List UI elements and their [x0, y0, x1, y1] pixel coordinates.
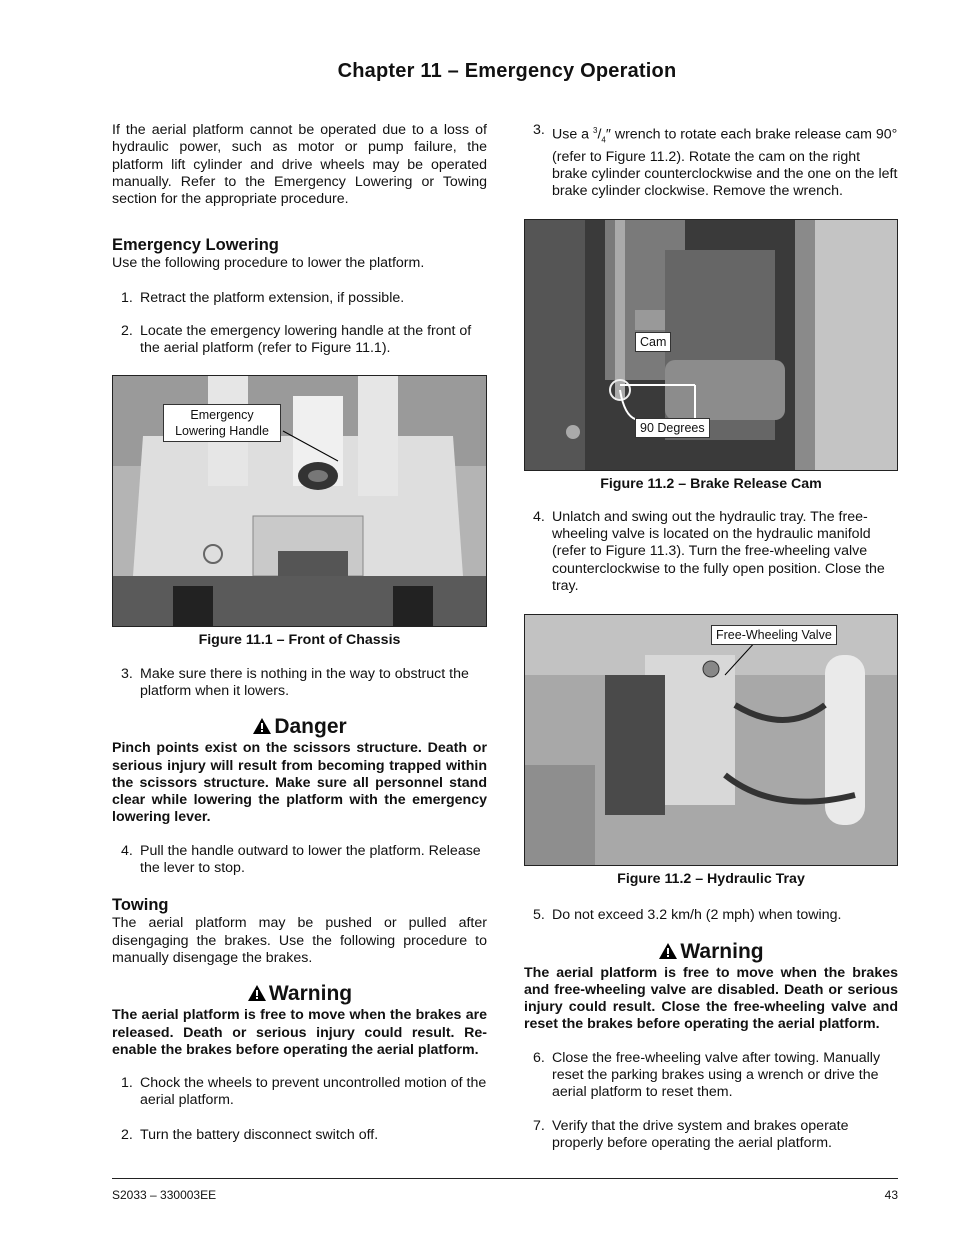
free-wheeling-valve-callout: Free-Wheeling Valve [711, 625, 837, 645]
figure-hydraulic-tray-caption: Figure 11.2 – Hydraulic Tray [617, 871, 805, 888]
footer-rule [112, 1178, 898, 1179]
towing-step: 7. Verify that the drive system and brakes operate properly before operating the aerial platform. [533, 1117, 849, 1151]
footer-page-number: 43 [884, 1188, 898, 1202]
emergency-lowering-heading: Emergency Lowering [112, 236, 279, 255]
ninety-degrees-callout: 90 Degrees [635, 418, 710, 438]
intro-paragraph: If the aerial platform cannot be operated due to a loss of hydraulic power, such as motor or pump failure, the platform lift cylinder and drive wheels may be operated manually. Refer to the Emergency Lowering or Towing section for the appropriate procedure. [112, 122, 487, 208]
lowering-step: 3. Make sure there is nothing in the way to obstruct the platform when it lowers. [121, 665, 469, 699]
lowering-step: 4. Pull the handle outward to lower the platform. Release the lever to stop. [121, 842, 481, 877]
warning-body: The aerial platform is free to move when the brakes are released. Death or serious injury could result. Re-enable the brakes before operating the aerial platform. [112, 1007, 487, 1058]
lowering-step: 1. Retract the platform extension, if possible. [121, 289, 405, 306]
warning-icon [658, 942, 678, 960]
warning-heading: Warning [112, 981, 487, 1007]
warning-body: The aerial platform is free to move when the brakes and free-wheeling valve are disabled. Death or serious injury could result. Close the free-wheeling valve and reset the brakes before operating the aerial platform. [524, 964, 898, 1033]
footer-doc-id: S2033 – 330003EE [112, 1188, 217, 1202]
lowering-step: 2. Locate the emergency lowering handle at the front of the aerial platform (refer to Figure 11.1). [121, 323, 472, 357]
warning-heading: Warning [524, 939, 898, 965]
right-column [524, 122, 898, 1152]
figure-11-1-caption: Figure 11.1 – Front of Chassis [198, 631, 401, 648]
towing-step: 3. Use a $^3/_4''$ wrench to rotate each brake release cam 90° (refer to Figure 11.2). Rotate the cam on the right brake cylinder counterclockwise and the one on the left brake cylinder clockwise. Remove the wrench. [533, 122, 898, 200]
towing-step: 4. Unlatch and swing out the hydraulic tray. The free-wheeling valve is located on the hydraulic manifold (refer to Figure 11.3). Turn the free-wheeling valve counterclockwise to the fully open position. Close the tray. [533, 508, 885, 594]
figure-brake-release-cam-caption: Figure 11.2 – Brake Release Cam [600, 475, 822, 492]
danger-body: Pinch points exist on the scissors structure. Death or serious injury will result from becoming trapped within the scissors structure. Make sure all personnel stand clear while lowering the platform with the emergency lowering lever. [112, 740, 487, 826]
towing-step: 1. Chock the wheels to prevent uncontrolled motion of the aerial platform. [121, 1075, 487, 1109]
brake-cam-photo [525, 220, 897, 470]
towing-step: 2. Turn the battery disconnect switch off. [121, 1126, 379, 1143]
towing-heading: Towing [112, 896, 169, 915]
towing-step: 6. Close the free-wheeling valve after towing. Manually reset the parking brakes using a wrench or drive the aerial platform to reset them. [533, 1049, 881, 1101]
left-column [112, 122, 487, 1144]
chapter-title: Chapter 11 – Emergency Operation [337, 60, 677, 82]
towing-step: 5. Do not exceed 3.2 km/h (2 mph) when towing. [533, 907, 842, 924]
emergency-lowering-lead: Use the following procedure to lower the platform. [112, 255, 425, 272]
figure-brake-release-cam [524, 219, 898, 471]
figure-hydraulic-tray [524, 614, 898, 866]
warning-icon [247, 984, 267, 1002]
towing-lead: The aerial platform may be pushed or pulled after disengaging the brakes. Use the following procedure to manually disengage the brakes. [112, 915, 487, 966]
danger-icon [252, 717, 272, 735]
figure-front-of-chassis [112, 375, 487, 627]
danger-heading: Danger [112, 714, 487, 740]
hydraulic-tray-photo [525, 615, 897, 865]
emergency-lowering-handle-callout: Emergency Lowering Handle [163, 404, 281, 442]
cam-callout: Cam [635, 332, 671, 352]
